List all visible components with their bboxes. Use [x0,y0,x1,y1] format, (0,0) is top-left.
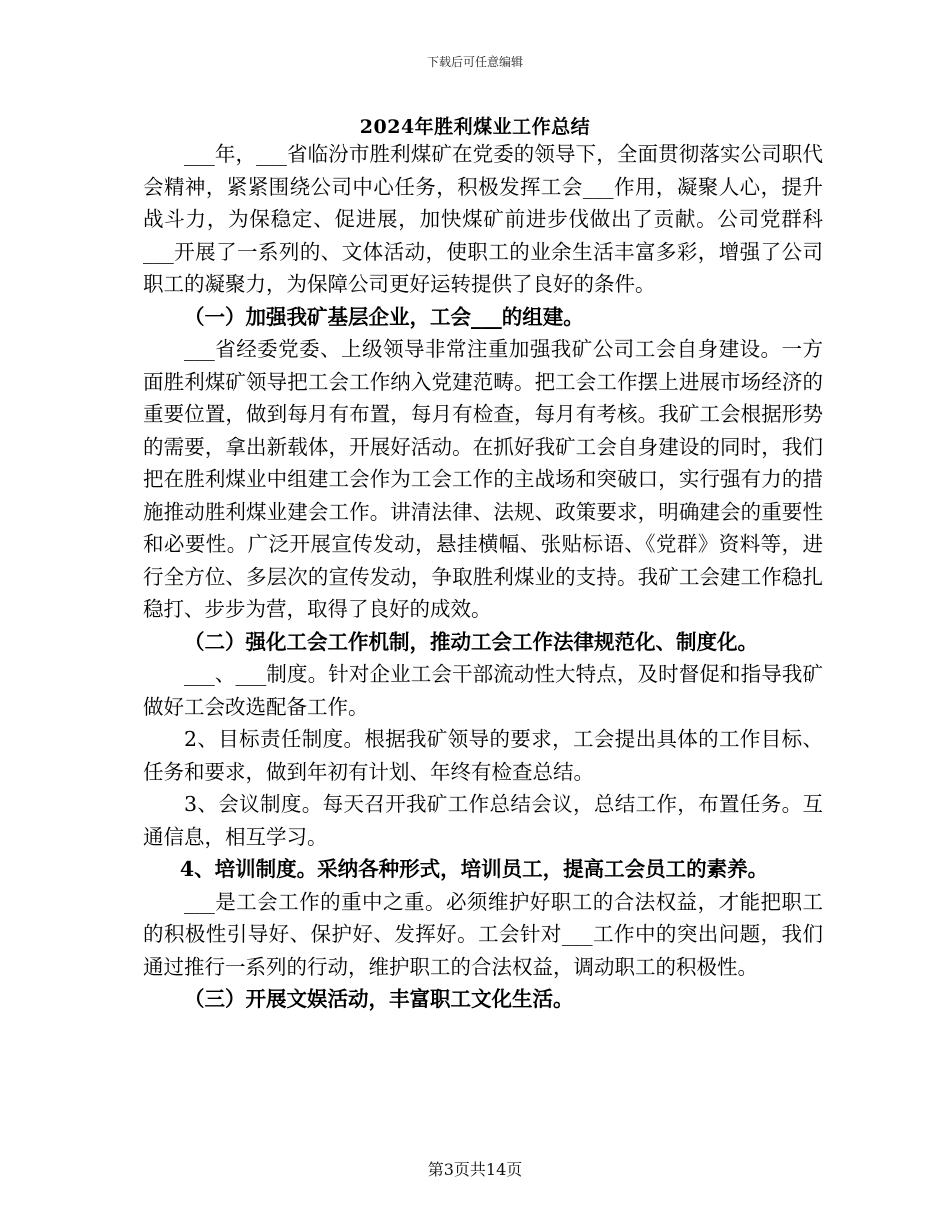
section-heading-3: （三）开展文娱活动，丰富职工文化生活。 [184,987,574,1011]
section-heading-2: （二）强化工会工作机制，推动工会工作法律规范化、制度化。 [184,629,758,654]
paragraph-intro: ___年，___省临汾市胜利煤矿在党委的领导下，全面贯彻落实公司职代会精神，紧紧围绕公司中心任务，积极发挥工会___作用，凝聚人心，提升战斗力，为保稳定、促进展，加快煤矿前进步伐做出了贡献。公司党群科___开展了一系列的、文体活动，使职工的业余生活丰富多彩，增强了公司职工的凝聚力，为保障公司更好运转提供了良好的条件。 [143,142,823,296]
paragraph-item-2: 2、目标责任制度。根据我矿领导的要求，工会提出具体的工作目标、任务和要求，做到年初有计划、年终有检查总结。 [143,727,823,784]
page-header-note: 下载后可任意编辑 [426,55,523,69]
paragraph-item-1: ___、___制度。针对企业工会干部流动性大特点，及时督促和指导我矿做好工会改选配备工作。 [143,662,823,719]
paragraph-rights: ___是工会工作的重中之重。必须维护好职工的合法权益，才能把职工的积极性引导好、保护好、发挥好。工会针对___工作中的突出问题，我们通过推行一系列的行动，维护职工的合法权益，调动职工的积极性。 [143,889,823,979]
section-heading-1: （一）加强我矿基层企业，工会___的组建。 [184,304,584,329]
paragraph-section-1: ___省经委党委、上级领导非常注重加强我矿公司工会自身建设。一方面胜利煤矿领导把工会工作纳入党建范畴。把工会工作摆上进展市场经济的重要位置，做到每月有布置，每月有检查，每月有考核。我矿工会根据形势的需要，拿出新载体，开展好活动。在抓好我矿工会自身建设的同时，我们把在胜利煤业中组建工会作为工会工作的主战场和突破口，实行强有力的措施推动胜利煤业建会工作。讲清法律、法规、政策要求，明确建会的重要性和必要性。广泛开展宣传发动，悬挂横幅、张贴标语、《党群》资料等，进行全方位、多层次的宣传发动，争取胜利煤业的支持。我矿工会建工作稳扎稳打、步步为营，取得了良好的成效。 [143,337,823,621]
page-number-footer: 第3页共14页 [427,1160,523,1179]
paragraph-item-4: 4、培训制度。采纳各种形式，培训员工，提高工会员工的素养。 [179,857,769,881]
paragraph-item-3: 3、会议制度。每天召开我矿工作总结会议，总结工作，布置任务。互通信息，相互学习。 [143,792,823,849]
document-title: 2024年胜利煤业工作总结 [359,116,591,138]
document-body [143,138,823,1016]
